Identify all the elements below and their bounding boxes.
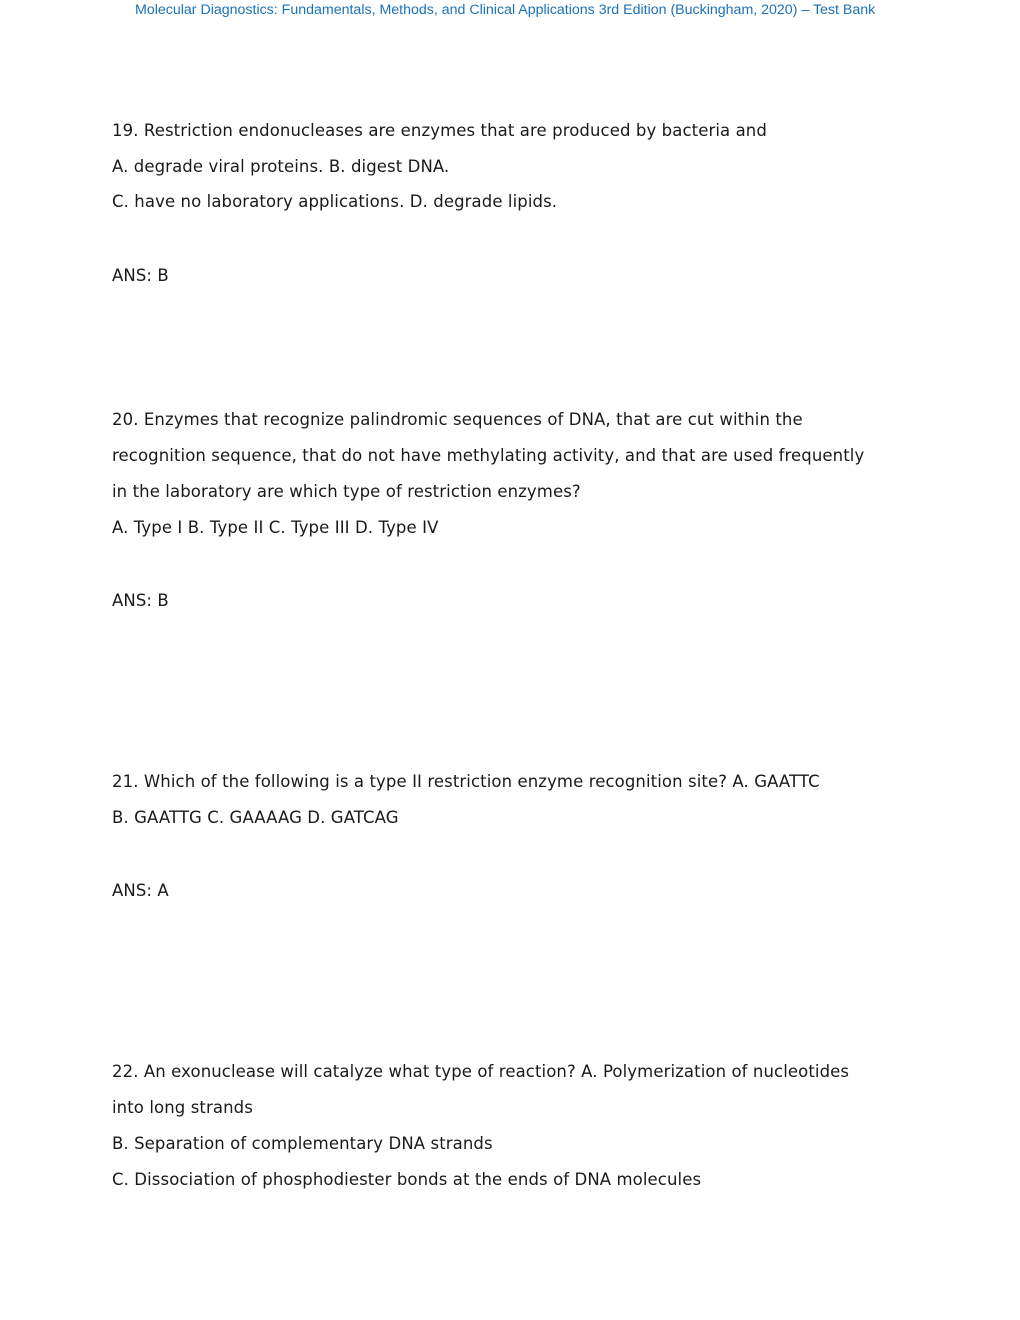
- question-19-options-c-d: C. have no laboratory applications. D. degrade lipids.: [112, 192, 558, 211]
- question-22-stem: 22. An exonuclease will catalyze what type of reaction? A. Polymerization of nucleotides: [112, 1062, 850, 1081]
- question-22-stem-continued: into long strands: [112, 1098, 253, 1117]
- question-20-answer: ANS: B: [112, 591, 169, 610]
- question-19-options-a-b: A. degrade viral proteins. B. digest DNA.: [112, 157, 450, 176]
- question-21-stem: 21. Which of the following is a type II restriction enzyme recognition site? A. GAATTC: [112, 772, 820, 791]
- question-20-options: A. Type I B. Type II C. Type III D. Type IV: [112, 518, 439, 537]
- question-20-stem-line-3: in the laboratory are which type of restriction enzymes?: [112, 482, 581, 501]
- running-header: Molecular Diagnostics: Fundamentals, Methods, and Clinical Applications 3rd Edition (Buckingham, 2020) – Test Bank: [135, 2, 876, 18]
- question-22-option-c: C. Dissociation of phosphodiester bonds at the ends of DNA molecules: [112, 1170, 702, 1189]
- question-20-stem-line-1: 20. Enzymes that recognize palindromic sequences of DNA, that are cut within the: [112, 410, 803, 429]
- question-20-stem-line-2: recognition sequence, that do not have methylating activity, and that are used frequently: [112, 446, 865, 465]
- question-21-options: B. GAATTG C. GAAAAG D. GATCAG: [112, 808, 399, 827]
- question-21-answer: ANS: A: [112, 881, 169, 900]
- question-19-stem: 19. Restriction endonucleases are enzymes that are produced by bacteria and: [112, 121, 767, 140]
- question-22-option-b: B. Separation of complementary DNA strands: [112, 1134, 493, 1153]
- question-19-answer: ANS: B: [112, 266, 169, 285]
